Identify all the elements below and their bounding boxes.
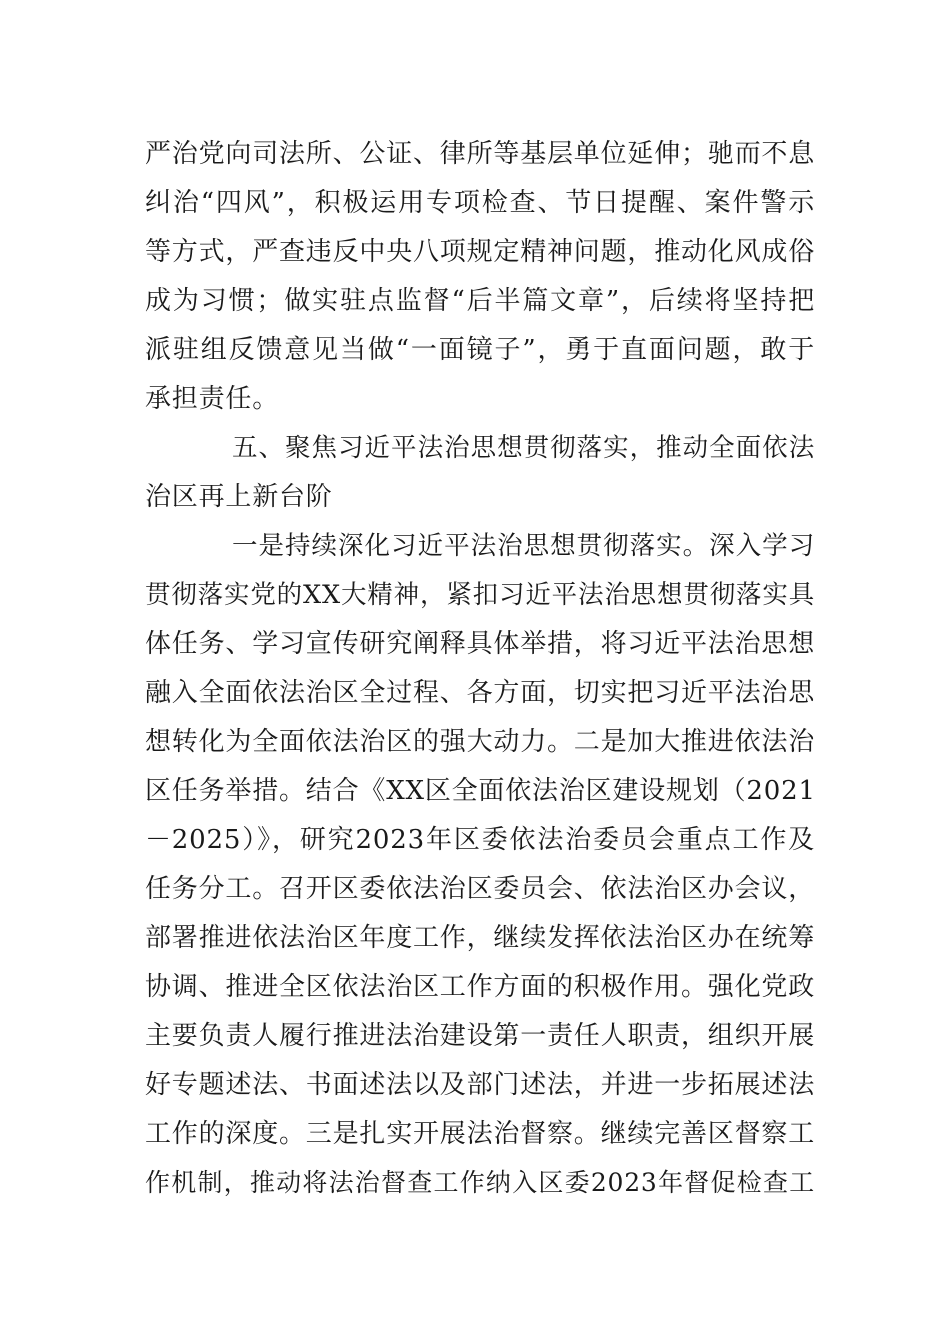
paragraph-line: 成为习惯；做实驻点监督“后半篇文章”，后续将坚持把 [145, 286, 815, 316]
paragraph-line: 工作的深度。三是扎实开展法治督察。继续完善区督察工 [145, 1119, 816, 1149]
section-heading-continued: 治区再上新台阶 [145, 482, 333, 512]
paragraph-line: 体任务、学习宣传研究阐释具体举措，将习近平法治思想 [145, 629, 816, 659]
paragraph-line: 部署推进依法治区年度工作，继续发挥依法治区办在统筹 [145, 923, 816, 953]
paragraph-line: 作机制，推动将法治督查工作纳入区委2023年督促检查工 [145, 1168, 815, 1197]
paragraph-line: 严治党向司法所、公证、律所等基层单位延伸；驰而不息 [145, 139, 816, 169]
paragraph-line: 主要负责人履行推进法治建设第一责任人职责，组织开展 [145, 1021, 816, 1051]
paragraph-line: －2025）》，研究2023年区委依法治委员会重点工作及 [145, 825, 815, 855]
paragraph-line: 派驻组反馈意见当做“一面镜子”，勇于直面问题，敢于 [145, 335, 815, 365]
paragraph-line: 任务分工。召开区委依法治区委员会、依法治区办会议， [145, 874, 816, 904]
section-heading: 五、聚焦习近平法治思想贯彻落实，推动全面依法 [232, 433, 815, 463]
paragraph-line: 纠治“四风”，积极运用专项检查、节日提醒、案件警示 [145, 188, 815, 218]
paragraph-line: 好专题述法、书面述法以及部门述法，并进一步拓展述法 [145, 1070, 816, 1100]
paragraph-line: 承担责任。 [145, 384, 280, 414]
paragraph-line: 协调、推进全区依法治区工作方面的积极作用。强化党政 [145, 972, 816, 1002]
paragraph-line: 等方式，严查违反中央八项规定精神问题，推动化风成俗 [145, 237, 816, 267]
paragraph-line: 想转化为全面依法治区的强大动力。二是加大推进依法治 [145, 727, 816, 757]
paragraph-line: 区任务举措。结合《XX区全面依法治区建设规划（2021 [145, 776, 816, 806]
paragraph-line: 融入全面依法治区全过程、各方面，切实把习近平法治思 [145, 678, 816, 708]
paragraph-line: 贯彻落实党的XX大精神，紧扣习近平法治思想贯彻落实具 [145, 580, 815, 610]
paragraph-line: 一是持续深化习近平法治思想贯彻落实。深入学习 [232, 531, 815, 561]
